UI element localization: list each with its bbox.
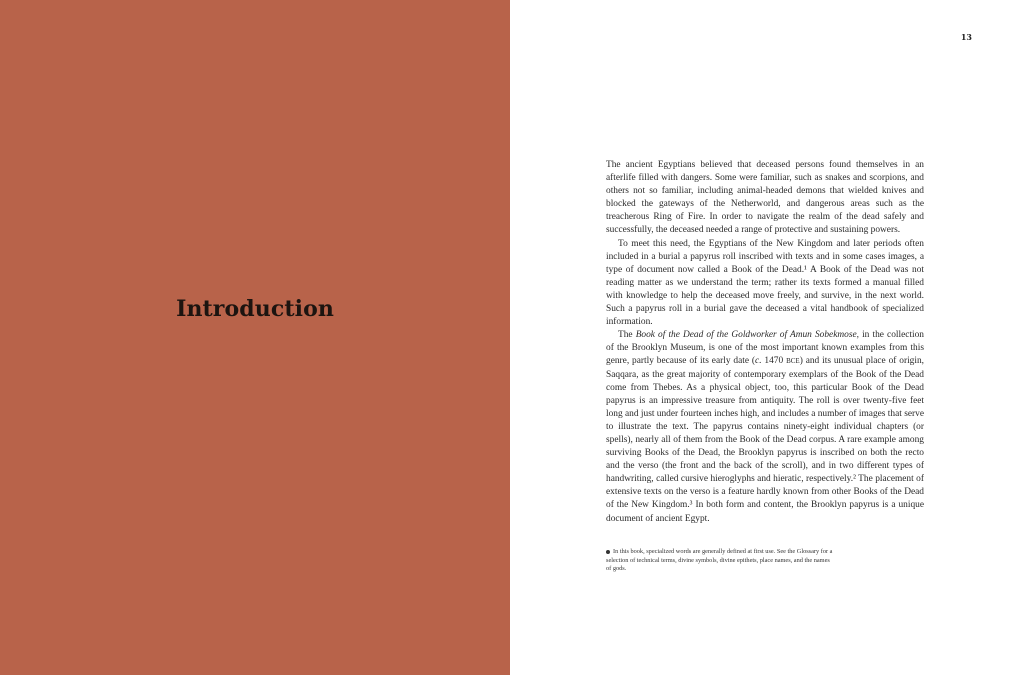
paragraph-1: The ancient Egyptians believed that deceased persons found themselves in an afterlife filled with dangers. Some were familiar, such as snakes and scorpions, and others not so familiar, including animal-headed demons that wielded knives and blocked the gateways of the Netherworld, and dangerous areas such as the treacherous Ring of Fire. In order to navigate the realm of the dead safely and successfully, the deceased needed a range of protective and sustaining powers. <box>606 160 924 236</box>
date-value: 1470 <box>761 356 787 367</box>
body-text <box>606 159 924 526</box>
paragraph-2: To meet this need, the Egyptians of the New Kingdom and later periods often included in a burial a papyrus roll inscribed with texts and in some cases images, a type of document now called a Book of the Dead.¹ A Book of the Dead was not reading matter as we understand the term; rather its texts formed a manual filled with knowledge to help the deceased move freely, and survive, in the next world. Such a papyrus roll in a burial gave the deceased a vital handbook of specialized information. <box>606 238 924 328</box>
circa-abbrev: c. <box>755 356 762 367</box>
footnote <box>606 548 836 574</box>
page-number: 13 <box>960 32 972 42</box>
era-abbrev: bce <box>786 356 800 367</box>
paragraph-3-lead: The <box>618 330 633 341</box>
paragraph-3-part2: ) and its unusual place of origin, Saqqara, as the great majority of contemporary exemplars of the Book of the Dead come from Thebes. As a physical object, too, this particular Book of the Dead papyrus is an impressive treasure from antiquity. The roll is over twenty-five feet long and just under fourteen inches high, and includes a number of images that serve to illustrate the text. The papyrus contains ninety-eight individual chapters (or spells), nearly all of them from the Book of the Dead corpus. A rare example among surviving Books of the Dead, the Brooklyn papyrus is inscribed on both the recto and the verso (the front and the back of the scroll), and in two different types of handwriting, called cursive hieroglyphs and hieratic, respectively.² The placement of extensive texts on the verso is a feature hardly known from other Books of the Dead of the New Kingdom.³ In both form and content, the Brooklyn papyrus is a unique document of ancient Egypt. <box>606 356 925 524</box>
paragraph-3 <box>606 329 924 525</box>
text-page <box>510 0 1020 675</box>
chapter-title: Introduction <box>176 296 334 322</box>
papyrus-title: Book of the Dead of the Goldworker of Amun Sobekmose, <box>635 330 859 341</box>
bullet-icon <box>606 550 610 554</box>
paragraph-3-part1: in the collection of the Brooklyn Museum, is one of the most important known examples from this genre, partly because of its early date ( <box>606 330 924 367</box>
footnote-text: In this book, specialized words are generally defined at first use. See the Glossary for a selection of technical terms, divine symbols, divine epithets, place names, and the names of gods. <box>606 548 833 573</box>
